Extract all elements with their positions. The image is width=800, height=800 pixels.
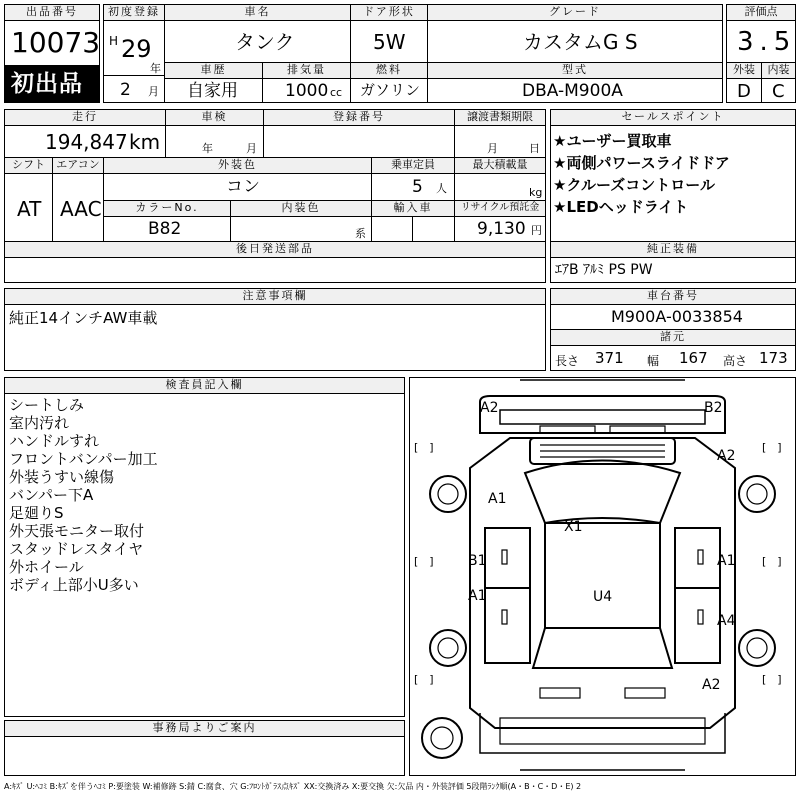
exterior-grade-header: 外装	[726, 62, 762, 79]
import-cell-a	[371, 216, 413, 242]
car-diagram-drawing	[410, 378, 795, 775]
color-no: B82	[148, 219, 182, 239]
inspector-note: 外ホイール	[9, 558, 84, 576]
max-load-header: 最大積載量	[454, 157, 546, 174]
fuel-cell	[350, 78, 428, 103]
chassis-no: M900A-0033854	[611, 307, 743, 326]
capacity-unit: 人	[436, 182, 447, 195]
genuine-equipment: ｴｱB ｱﾙﾐ PS PW	[555, 262, 653, 278]
rear-bumper	[480, 713, 725, 753]
mark-front-left: A2	[480, 400, 499, 416]
first-reg-month-cell	[103, 75, 165, 103]
tail-light-right	[625, 688, 665, 698]
car-name: タンク	[235, 30, 295, 54]
reg-month-unit: 月	[148, 85, 159, 98]
inspector-note: 足廻りS	[9, 504, 64, 522]
bracket-right-low: [ ]	[762, 673, 782, 686]
inspector-header: 検査員記入欄	[4, 377, 405, 394]
door-handle	[502, 610, 507, 624]
capacity-cell	[371, 173, 455, 201]
interior-grade: C	[772, 81, 785, 102]
specs-header: 諸元	[550, 329, 796, 346]
era: H	[109, 34, 119, 48]
sales-point-cell	[550, 125, 796, 242]
caution-cell	[4, 304, 546, 371]
later-parts-cell	[4, 257, 546, 283]
wheel-rear-left-hub	[438, 638, 458, 658]
wheel-rear-right	[739, 630, 775, 666]
caution-header: 注意事項欄	[4, 288, 546, 305]
aircon: AAC	[60, 197, 102, 221]
office-cell	[4, 736, 405, 776]
car-name-header: 車名	[164, 4, 351, 21]
inspector-note: 室内汚れ	[9, 414, 70, 432]
recycle-cell	[454, 216, 546, 242]
first-listing-label: 初出品	[11, 71, 83, 97]
grade-cell	[427, 20, 723, 63]
mileage-value: 194,847	[45, 130, 128, 154]
shift: AT	[17, 197, 42, 221]
door-cell	[350, 20, 428, 63]
later-parts-header: 後日発送部品	[4, 241, 546, 258]
aircon-header: エアコン	[52, 157, 104, 174]
mileage-unit: km	[129, 130, 161, 154]
caution-note: 純正14インチAW車載	[9, 309, 158, 327]
lot-number: 10073	[11, 26, 101, 59]
sales-point-1: ★ユーザー買取車	[553, 132, 672, 150]
right-side-panel	[675, 528, 720, 663]
displacement-cell	[262, 78, 351, 103]
mark-front-right: B2	[704, 400, 723, 416]
bracket-right-top: [ ]	[762, 441, 782, 454]
wheel-rear-right-hub	[747, 638, 767, 658]
transfer-day-unit: 日	[529, 142, 540, 155]
door-header: ドア形状	[350, 4, 428, 21]
chassis-cell	[550, 304, 796, 330]
bracket-left-top: [ ]	[414, 441, 434, 454]
bracket-left-mid: [ ]	[414, 555, 434, 568]
inspector-note: 外天張モニター取付	[9, 522, 145, 540]
history-header: 車歴	[164, 62, 263, 79]
inspection-cell	[165, 125, 264, 158]
inspector-note: スタッドレスタイヤ	[9, 540, 144, 558]
inspector-note: バンパー下A	[9, 486, 94, 504]
inspector-cell	[4, 393, 405, 717]
history: 自家用	[187, 81, 238, 101]
tail-light-left	[540, 688, 580, 698]
office-header: 事務局よりご案内	[4, 720, 405, 737]
genuine-equip-header: 純正装備	[550, 241, 796, 258]
reg-year-unit: 年	[150, 62, 161, 75]
displacement-header: 排気量	[262, 62, 351, 79]
recycle-value: 9,130	[477, 219, 526, 239]
length-label: 長さ	[555, 354, 580, 368]
model-code-cell	[427, 78, 723, 103]
mark-left-front-door: B1	[468, 553, 487, 569]
rear-window	[533, 628, 672, 668]
body-outline	[470, 438, 735, 728]
mileage-cell	[4, 125, 166, 158]
headlight-right	[610, 426, 665, 433]
displacement-unit: cc	[330, 86, 343, 99]
reg-month: 2	[120, 80, 131, 100]
length: 371	[595, 349, 624, 367]
capacity: 5	[412, 177, 423, 197]
sales-point-2: ★両側パワースライドドア	[553, 154, 730, 172]
wheel-front-left	[430, 476, 466, 512]
mark-rear-roof: U4	[593, 589, 613, 605]
recycle-header: リサイクル預託金	[454, 200, 546, 217]
width: 167	[679, 349, 708, 367]
reg-number-cell	[263, 125, 455, 158]
first-reg-cell	[103, 20, 165, 76]
height-label: 高さ	[723, 354, 748, 368]
model-code: DBA-M900A	[522, 81, 623, 101]
overall-score: 3.5	[737, 27, 797, 57]
capacity-header: 乗車定員	[371, 157, 455, 174]
mileage-header: 走行	[4, 109, 166, 126]
width-label: 幅	[647, 354, 660, 368]
inspector-notes	[9, 396, 158, 594]
inspector-note: 外装うすい線傷	[9, 468, 115, 486]
damage-legend: A:ｷｽﾞ U:ﾍｺﾐ B:ｷｽﾞを伴うﾍｺﾐ P:要塗装 W:補修跡 S:錆 C:腐食、穴 G:ﾌﾛﾝﾄｶﾞﾗｽ点ｷｽﾞ XX:交換済み X:要交換 欠:欠品 内・外装評価 5段階ﾗﾝｸ順(A・B・C・D・E) 2	[4, 782, 582, 791]
ext-color: コン	[226, 177, 260, 197]
inspection-month-unit: 月	[246, 142, 257, 155]
inspector-note: ハンドルすれ	[9, 432, 100, 450]
displacement: 1000	[285, 81, 329, 101]
spare-wheel-hub	[431, 727, 453, 749]
sales-point-4: ★LEDヘッドライト	[553, 198, 689, 216]
first-listing-badge	[4, 65, 100, 103]
interior-grade-cell	[761, 78, 796, 103]
mark-roof: X1	[564, 519, 583, 535]
mark-right-fender: A2	[717, 448, 736, 464]
door-handle	[502, 550, 507, 564]
ext-color-cell	[103, 173, 372, 201]
grade: カスタムG S	[523, 30, 638, 54]
spare-wheel	[422, 718, 462, 758]
door-handle	[698, 550, 703, 564]
fuel-header: 燃料	[350, 62, 428, 79]
door-type: 5W	[373, 30, 406, 54]
model-code-header: 型式	[427, 62, 723, 79]
history-cell	[164, 78, 263, 103]
exterior-grade-cell	[726, 78, 762, 103]
roof-outline	[545, 523, 660, 628]
wheel-front-left-hub	[438, 484, 458, 504]
interior-grade-header: 内装	[761, 62, 796, 79]
import-cell-b	[412, 216, 455, 242]
bracket-left-low: [ ]	[414, 673, 434, 686]
height: 173	[759, 349, 788, 367]
rear-bumper-inner	[500, 718, 705, 744]
windshield	[525, 461, 680, 524]
color-no-cell	[103, 216, 231, 242]
score-cell	[726, 20, 796, 63]
score-header: 評価点	[726, 4, 796, 21]
left-side-panel	[485, 528, 530, 663]
ext-color-header: 外装色	[103, 157, 372, 174]
front-hood-inner	[500, 410, 705, 424]
inspector-note: ボディ上部小U多い	[9, 576, 139, 594]
mark-left-rear-door: A1	[468, 588, 487, 604]
headlight-left	[540, 426, 595, 433]
int-color-header: 内装色	[230, 200, 372, 217]
mark-right-front-door: A1	[717, 553, 736, 569]
car-name-cell	[164, 20, 351, 63]
wheel-front-right-hub	[747, 484, 767, 504]
wheel-front-right	[739, 476, 775, 512]
door-handle	[698, 610, 703, 624]
sales-point-header: セールスポイント	[550, 109, 796, 126]
mark-right-rear-door: A4	[717, 613, 736, 629]
transfer-month-unit: 月	[487, 142, 498, 155]
chassis-header: 車台番号	[550, 288, 796, 305]
int-color-cell	[230, 216, 372, 242]
specs-cell	[550, 345, 796, 371]
mark-left-fender: A1	[488, 491, 507, 507]
recycle-unit: 円	[531, 224, 542, 237]
exterior-grade: D	[737, 81, 751, 102]
inspection-header: 車検	[165, 109, 264, 126]
int-color-suffix: 系	[355, 227, 366, 240]
transfer-doc-header: 譲渡書類期限	[454, 109, 546, 126]
first-reg-header: 初度登録	[103, 4, 165, 21]
color-no-header: カラーNo.	[103, 200, 231, 217]
transfer-doc-cell	[454, 125, 546, 158]
mark-rear-right: A2	[702, 677, 721, 693]
inspector-note: シートしみ	[9, 396, 85, 414]
aircon-cell	[52, 173, 104, 242]
shift-header: シフト	[4, 157, 53, 174]
reg-number-header: 登録番号	[263, 109, 455, 126]
car-diagram	[409, 377, 796, 776]
shift-cell	[4, 173, 53, 242]
inspection-year-unit: 年	[202, 142, 213, 155]
lot-number-header: 出品番号	[4, 4, 100, 21]
wheel-rear-left	[430, 630, 466, 666]
inspector-note: フロントバンパー加工	[9, 450, 158, 468]
bracket-right-mid: [ ]	[762, 555, 782, 568]
fuel: ガソリン	[360, 81, 421, 99]
max-load-unit: kg	[529, 186, 543, 199]
front-hood-outline	[480, 396, 725, 433]
genuine-equip-cell	[550, 257, 796, 283]
sales-point-3: ★クルーズコントロール	[553, 176, 715, 194]
max-load-cell	[454, 173, 546, 201]
grade-header: グレード	[427, 4, 723, 21]
import-header: 輸入車	[371, 200, 455, 217]
reg-year: 29	[121, 35, 152, 63]
lot-number-cell	[4, 20, 100, 66]
